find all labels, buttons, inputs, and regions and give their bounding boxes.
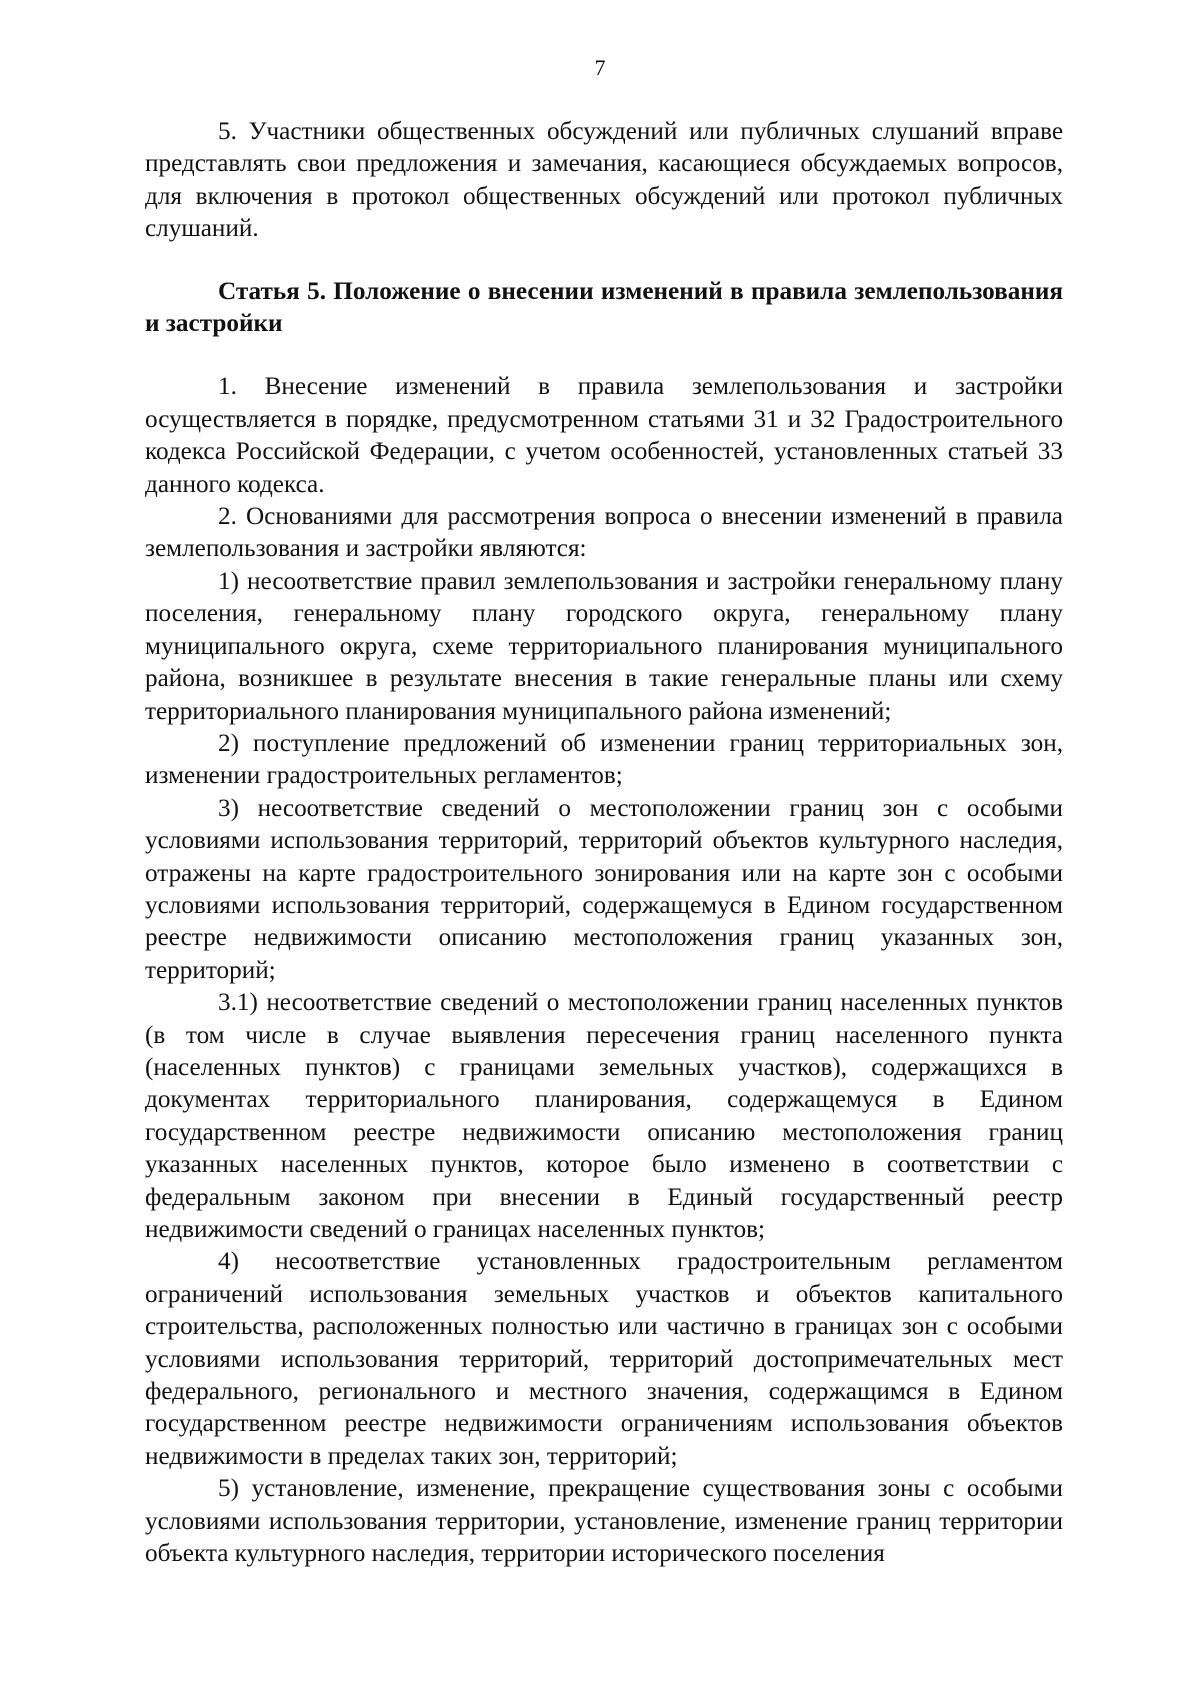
list-item-3-1: 3.1) несоответствие сведений о местоположении границ населенных пунктов (в том числе в случае выявления пересечения границ населенного пункта (населенных пунктов) с границами земельных участков), содержащихся в документах территориального планирования, содержащемуся в Едином государственном реестре недвижимости описанию местоположения границ указанных населенных пунктов, которое было изменено в соответствии с федеральным законом при внесении в Единый государственный реестр недвижимости сведений о границах населенных пунктов; bbox=[145, 989, 1063, 1243]
list-item-5: 5) установление, изменение, прекращение существования зоны с особыми условиями использования территории, установление, изменение границ территории объекта культурного наследия, территории исторического поселения bbox=[145, 1475, 1063, 1568]
page-number: 7 bbox=[594, 55, 606, 80]
list-item-2: 2) поступление предложений об изменении границ территориальных зон, изменении градостроительных регламентов; bbox=[145, 729, 1063, 790]
list-item-3: 3) несоответствие сведений о местоположении границ зон с особыми условиями использования территорий, территорий объектов культурного наследия, отражены на карте градостроительного зонирования или на карте зон с особыми условиями использования территорий, содержащемуся в Едином государственном реестре недвижимости описанию местоположения границ указанных зон, территорий; bbox=[145, 794, 1063, 984]
article-heading: Статья 5. Положение о внесении изменений в правила землепользования и застройки bbox=[145, 277, 1063, 338]
list-item-4: 4) несоответствие установленных градостроительным регламентом ограничений использования земельных участков и объектов капитального строительства, расположенных полностью или частично в границах зон с особыми условиями использования территорий, территорий достопримечательных мест федерального, регионального и местного значения, содержащимся в Едином государственном реестре недвижимости ограничениям использования объектов недвижимости в пределах таких зон, территорий; bbox=[145, 1248, 1063, 1470]
document-body bbox=[145, 116, 1063, 1570]
article-paragraph-1: 1. Внесение изменений в правила землепользования и застройки осуществляется в порядке, предусмотренном статьями 31 и 32 Градостроительного кодекса Российской Федерации, с учетом особенностей, установленных статьей 33 данного кодекса. bbox=[145, 373, 1063, 498]
list-item-1: 1) несоответствие правил землепользования и застройки генеральному плану поселения, генеральному плану городского округа, генеральному плану муниципального округа, схеме территориального планирования муниципального района, возникшее в результате внесения в такие генеральные планы или схему территориального планирования муниципального района изменений; bbox=[145, 567, 1063, 725]
article-paragraph-2: 2. Основаниями для рассмотрения вопроса о внесении изменений в правила землепользования и застройки являются: bbox=[145, 503, 1063, 563]
intro-paragraph: 5. Участники общественных обсуждений или публичных слушаний вправе представлять свои предложения и замечания, касающиеся обсуждаемых вопросов, для включения в протокол общественных обсуждений или протокол публичных слушаний. bbox=[145, 118, 1063, 243]
